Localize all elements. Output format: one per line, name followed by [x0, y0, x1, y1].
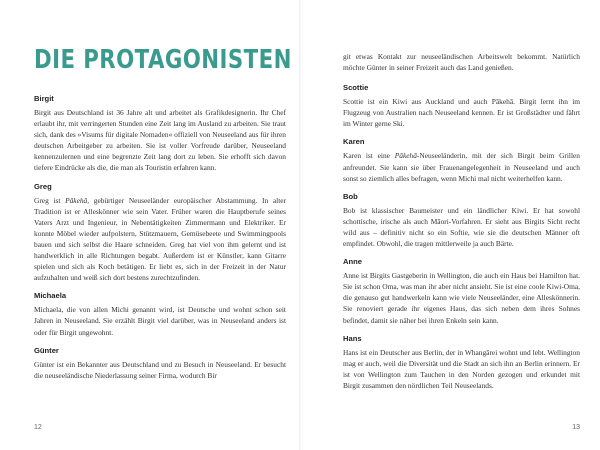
profile-name: Birgit — [34, 94, 54, 103]
chapter-title: DIE PROTAGONISTEN — [34, 45, 292, 75]
profile-text: Hans ist ein Deutscher aus Berlin, der in Whangārei wohnt und lebt. Wellington mag er auch, weil die Diversität und die Stadt an sich ihn an Berlin erinnern. Er ist von Wellington zum Tauchen in den Norden gezogen und erkundet mit Birgit zusammen den nördlichen Teil Neuseelands. — [343, 347, 580, 390]
maori-term: Pākehā — [65, 195, 88, 205]
left-page-content — [34, 94, 286, 389]
profile-text: Michaela, die von allen Michi genannt wird, ist Deutsche und wohnt schon seit Jahren in Neuseeland. Sie erzählt Birgit viel darüber, was in Neuseeland anders ist oder für Birgit ungewohnt. — [34, 305, 286, 337]
profile-text: Birgit aus Deutschland ist 36 Jahre alt und arbeitet als Grafikdesignerin. Ihr Chef erlaubt ihr, mit verringerten Stunden eine Zeit lang im Ausland zu arbeiten. Sie traut sich, dank des »Visums für digitale Nomaden« offiziell von Neuseeland aus für ihren deutschen Arbeitgeber zu arbeiten. Sie ist voller Vorfreude darüber, Neuseeland kennenzulernen und eine begrenzte Zeit lang dort zu leben. Sie erhofft sich davon tiefere Eindrücke als die, die man als Touristin erfahren kann. — [34, 108, 286, 173]
profile-name: Anne — [343, 257, 362, 267]
profile-anne — [343, 257, 580, 325]
profile-name: Karen — [343, 137, 365, 147]
profile-name: Bob — [343, 191, 358, 201]
profile-text: Karen ist eine Pākehā-Neuseeländerin, mit der sich Birgit beim Grillen anfreundet. Sie kann sie über Frauenangelegenheit in Neuseeland und auch sonst so ziemlich alles befragen, wenn Michi mal nicht weiterhelfen kann. — [343, 151, 581, 183]
profile-birgit — [34, 94, 286, 174]
profile-greg — [34, 182, 286, 284]
profile-karen — [343, 137, 580, 183]
left-page — [34, 0, 292, 450]
profile-name: Günter — [34, 345, 59, 355]
profile-text: Anne ist Birgits Gastgeberin in Wellington, die auch ein Haus bei Hamilton hat. Sie ist schon Oma, was man ihr aber nicht ansieht. Sie ist eine coole Kiwi-Oma, die genauso gut handwerkeln kann wie viele Neuseeländer, eine Alleskönnerin. Sie renoviert gerade ihr eigenes Haus, das sich neben dem ihres Sohnes befindet, damit sie näher bei ihren Enkeln sein kann. — [343, 271, 580, 325]
profile-guenter — [34, 346, 286, 381]
page-number: 13 — [572, 424, 580, 431]
profile-text: Günter ist ein Bekannter aus Deutschland und zu Besuch in Neuseeland. Er besucht die neuseeländische Niederlassung seiner Firma, wodurch Bir — [34, 359, 286, 380]
profile-name: Scottie — [343, 83, 369, 93]
profile-hans — [343, 334, 580, 391]
profile-name: Greg — [34, 181, 52, 191]
maori-term: Pākehā — [394, 151, 417, 161]
right-page — [343, 0, 580, 450]
profile-text: Greg ist Pākehā, gebürtiger Neuseeländer europäischer Abstammung. In alter Tradition ist er Alleskönner wie sein Vater. Früher waren die Hauptberufe seines Vaters Arzt und Ingenieur, in Nebentätigkeiten Zimmermann und Elektriker. Er konnte Möbel wieder aufpolstern, Stützmauern, Gemüsebeete und Swimmingpools bauen und sich selbst die Haare schneiden. Greg hat viel von ihm gelernt und ist handwerklich in alle Richtungen begabt. Außerdem ist er Künstler, kann Gitarre spielen und sich als Koch betätigen. Er liebt es, sich in der Freizeit in der Natur aufzuhalten und weiß sich dort bestens zurechtzufinden. — [34, 195, 287, 283]
continued-text: git etwas Kontakt zur neuseeländischen Arbeitswelt bekommt. Natürlich möchte Günter in seiner Freizeit auch das Land genießen. — [343, 52, 580, 73]
profile-michaela — [34, 291, 286, 337]
profile-name: Michaela — [34, 291, 67, 301]
page-fold — [299, 0, 301, 450]
right-page-content — [343, 51, 580, 399]
profile-name: Hans — [343, 333, 362, 343]
page-number: 12 — [34, 424, 42, 431]
profile-scottie — [343, 83, 580, 129]
profile-bob — [343, 192, 580, 249]
profile-text: Bob ist klassischer Baumeister und ein ländlicher Kiwi. Er hat sowohl schottische, irische als auch Māori-Vorfahren. Er sieht aus Birgits Sicht recht wild aus – definitiv nicht so ein Softie, wie sie die deutschen Männer oft empfindet. Obwohl, die tragen mittlerweile ja auch Bärte. — [343, 205, 580, 249]
profile-text: Scottie ist ein Kiwi aus Auckland und auch Pākehā. Birgit lernt ihn im Flugzeug von Australien nach Neuseeland kennen. Er ist Großstädter und fährt im Winter gerne Ski. — [343, 97, 580, 129]
